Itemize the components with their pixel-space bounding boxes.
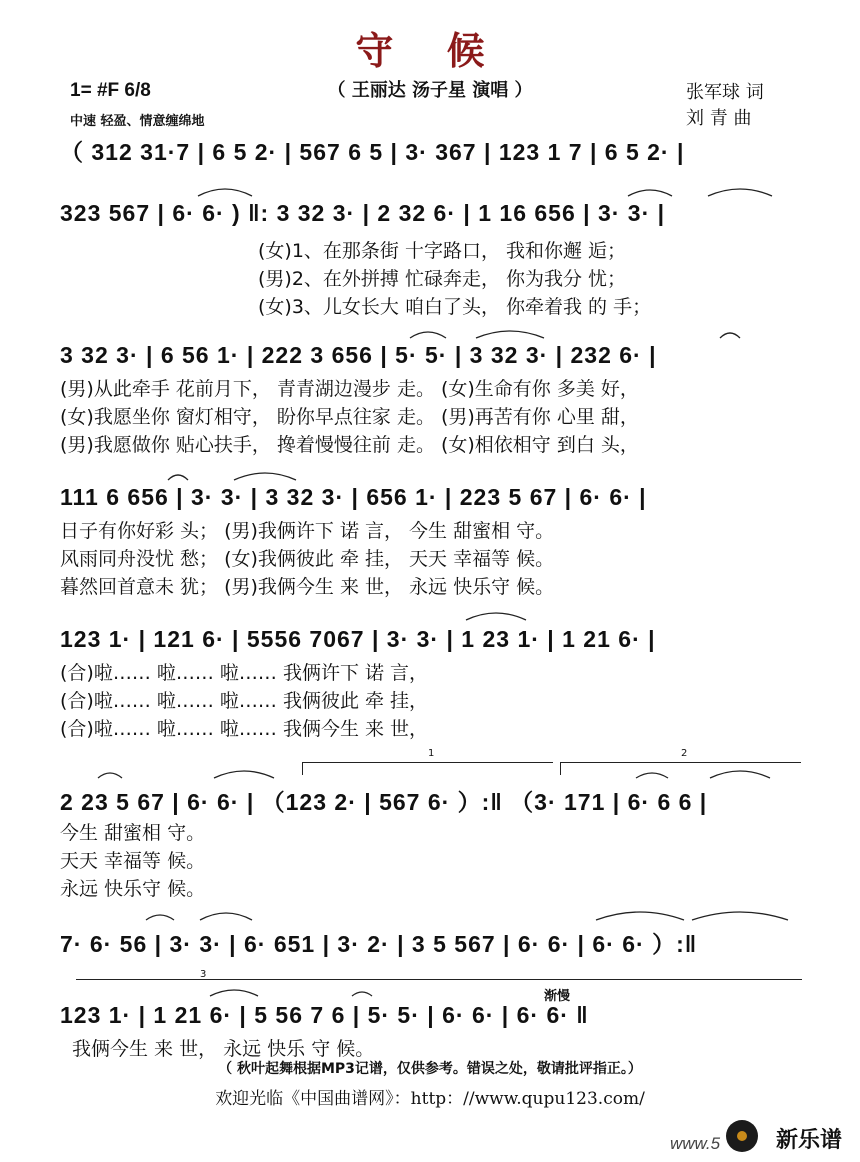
slur-arc [692, 912, 788, 920]
lyric-line: (合)啦…… 啦…… 啦…… 我俩彼此 牵 挂， [60, 690, 429, 712]
slur-arc [628, 190, 672, 196]
lyric-line: 日子有你好彩 头； (男)我俩许下 诺 言， 今生 甜蜜相 守。 [60, 520, 555, 542]
ritardando-marking: 渐慢 [544, 989, 571, 1004]
lyric-line: 今生 甜蜜相 守。 [60, 822, 206, 844]
performers: （ 王丽达 汤子星 演唱 ） [327, 80, 533, 101]
site-logo: 新乐谱 [775, 1127, 842, 1152]
music-line-7: 7· 6· 56 | 3· 3· | 6· 651 | 3· 2· | 3 5 567 | 6· 6· | 6· 6· ）:‖ [60, 931, 698, 957]
slur-arc [352, 992, 372, 996]
lyric-line: (女)1、在那条街 十字路口， 我和你邂 逅； [258, 240, 627, 262]
lyric-line: 暮然回首意未 犹； (男)我俩今生 来 世， 永远 快乐守 候。 [60, 576, 555, 598]
key-signature: 1= #F 6/8 [70, 80, 151, 101]
music-line-1: （ 312 31·7 | 6 5 2· | 567 6 5 | 3· 367 | 123 1 7 | 6 5 2· | [60, 139, 685, 165]
music-line-3: 3 32 3· | 6 56 1· | 222 3 656 | 5· 5· | 3 32 3· | 232 6· | [60, 342, 657, 368]
music-line-5: 123 1· | 121 6· | 5556 7067 | 3· 3· | 1 23 1· | 1 21 6· | [60, 626, 656, 652]
transcription-note: （ 秋叶起舞根据MP3记谱，仅供参考。错误之处，敬请批评指正。） [218, 1061, 642, 1077]
slur-arc [410, 332, 446, 338]
song-title: 守 候 [355, 29, 505, 73]
composer-credit: 刘 青 曲 [686, 108, 752, 129]
tempo-marking: 中速 轻盈、情意缠绵地 [70, 114, 205, 129]
lyric-line: (女)我愿坐你 窗灯相守， 盼你早点往家 走。 (男)再苦有你 心里 甜， [60, 406, 639, 428]
slur-arc [214, 771, 274, 778]
slur-arc [596, 912, 684, 920]
lyricist-credit: 张军球 词 [686, 82, 764, 103]
slur-arc [710, 771, 770, 778]
slur-arc [234, 473, 296, 480]
music-line-4: 111 6 656 | 3· 3· | 3 32 3· | 656 1· | 223 5 67 | 6· 6· | [60, 484, 647, 510]
slur-arc [168, 475, 188, 480]
volta-bracket-2: 2 [560, 762, 801, 775]
lyric-line: (女)3、儿女长大 咱白了头， 你牵着我 的 手； [258, 296, 652, 318]
watermark-text: www.5 [670, 1134, 721, 1153]
slur-arc [98, 773, 122, 778]
site-welcome: 欢迎光临《中国曲谱网》：http：//www.qupu123.com/ [215, 1089, 645, 1109]
lyric-line: 我俩今生 来 世， 永远 快乐 守 候。 [72, 1038, 375, 1060]
slur-arc [476, 331, 544, 338]
lyric-line: 天天 幸福等 候。 [60, 850, 206, 872]
lyric-line: (男)我愿做你 贴心扶手， 搀着慢慢往前 走。 (女)相依相守 到白 头， [60, 434, 639, 456]
slur-arc [210, 990, 258, 996]
slur-arc [720, 333, 740, 338]
slur-arc [708, 189, 772, 196]
lyric-line: (男)2、在外拼搏 忙碌奔走， 你为我分 忧； [258, 268, 627, 290]
slur-arc [146, 915, 174, 920]
music-line-6: 2 23 5 67 | 6· 6· | （123 2· | 567 6· ）:‖ （3· 171 | 6· 6 6 | [60, 789, 708, 815]
slur-arc [198, 189, 252, 196]
music-line-2: 323 567 | 6· 6· ) ‖: 3 32 3· | 2 32 6· | 1 16 656 | 3· 3· | [60, 200, 666, 226]
lyric-line: (男)从此牵手 花前月下， 青青湖边漫步 走。 (女)生命有你 多美 好， [60, 378, 639, 400]
bracket-3-label: 3 [200, 969, 207, 980]
music-line-8: 123 1· | 1 21 6· | 5 56 7 6 | 5· 5· | 6· 6· | 6· 6· ‖ [60, 1002, 589, 1028]
slur-arc [466, 613, 526, 620]
lyric-line: (合)啦…… 啦…… 啦…… 我俩今生 来 世， [60, 718, 429, 740]
lyric-line: 风雨同舟没忧 愁； (女)我俩彼此 牵 挂， 天天 幸福等 候。 [60, 548, 555, 570]
slur-arc [200, 913, 252, 920]
lyric-line: 永远 快乐守 候。 [60, 878, 206, 900]
volta-bracket-1: 1 [302, 762, 553, 775]
slur-arc [636, 773, 668, 778]
lyric-line: (合)啦…… 啦…… 啦…… 我俩许下 诺 言， [60, 662, 429, 684]
